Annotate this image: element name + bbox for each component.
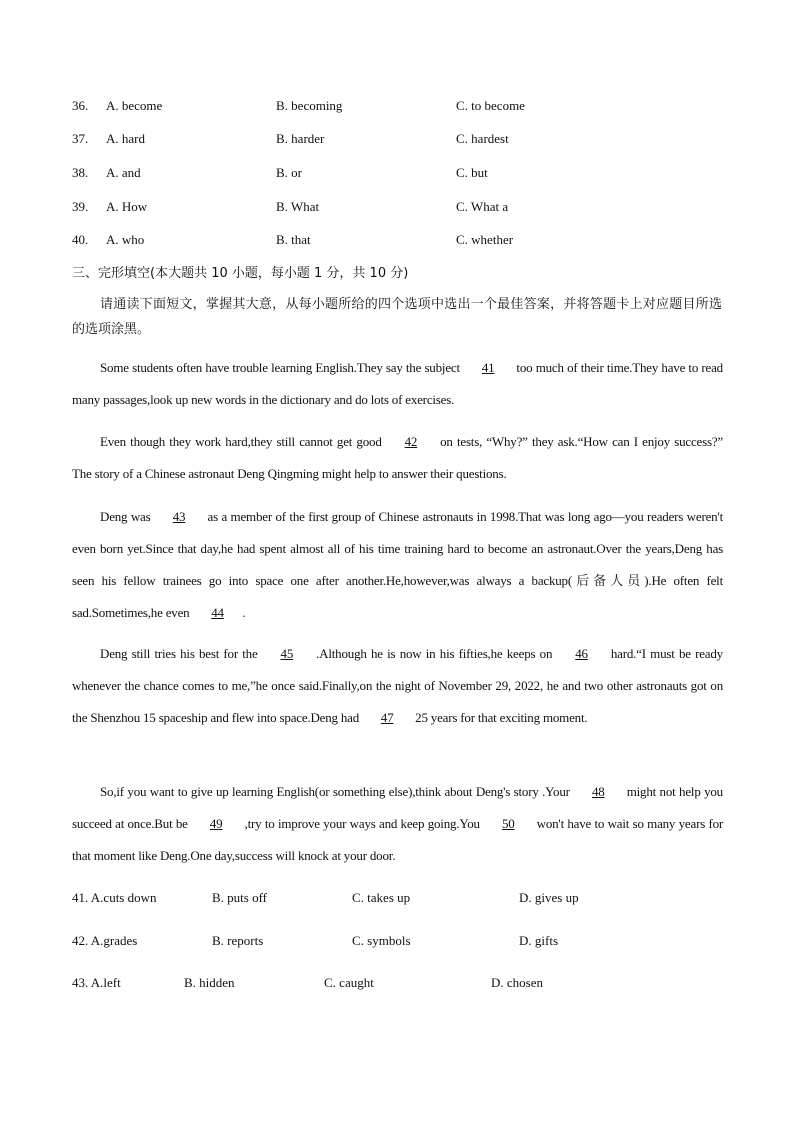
option-c: C. What a xyxy=(456,199,509,214)
option-d: D. gifts xyxy=(519,933,558,948)
option-b: B. What xyxy=(276,199,320,214)
passage-text: Deng still tries his best for the xyxy=(100,646,262,661)
option-b: B. puts off xyxy=(212,890,268,905)
blank-44: 44 xyxy=(211,605,224,620)
blank-47: 47 xyxy=(380,710,394,725)
option-b: B. harder xyxy=(276,131,325,146)
question-number: 36. xyxy=(72,98,89,113)
option-a: 43. A.left xyxy=(72,975,121,990)
question-number: 40. xyxy=(72,232,89,247)
passage-paragraph-4 xyxy=(72,638,723,734)
passage-text: ,try to improve your ways and keep going.You xyxy=(241,816,484,831)
blank-43: 43 xyxy=(172,509,186,524)
option-a: A. How xyxy=(106,199,148,214)
option-c: C. but xyxy=(456,165,488,180)
option-c: C. hardest xyxy=(456,131,509,146)
passage-paragraph-1 xyxy=(72,352,723,416)
option-d: D. chosen xyxy=(491,975,543,990)
option-d: D. gives up xyxy=(519,890,579,905)
blank-41: 41 xyxy=(481,360,495,375)
passage-paragraph-2 xyxy=(72,426,723,490)
passage-text: Deng was xyxy=(100,509,155,524)
passage-text: Some students often have trouble learning English.They say the subject xyxy=(100,360,464,375)
option-a: 42. A.grades xyxy=(72,933,138,948)
option-b: B. that xyxy=(276,232,311,247)
option-c: C. whether xyxy=(456,232,514,247)
passage-text: on tests, “Why?” they ask.“How can I enjoy success?” The story of a Chinese astronaut Deng Qingming might help to answer their questions. xyxy=(72,434,723,481)
option-b: B. or xyxy=(276,165,302,180)
blank-45: 45 xyxy=(280,646,294,661)
passage-text: too much of their time.They have to read many passages,look up new words in the dictionary and do lots of exercises. xyxy=(72,360,723,407)
blank-46: 46 xyxy=(575,646,588,661)
passage-text: So,if you want to give up learning English(or something else),think about Deng's story .Your xyxy=(100,784,574,799)
option-a: A. who xyxy=(106,232,145,247)
option-c: C. caught xyxy=(324,975,374,990)
option-a: A. and xyxy=(106,165,141,180)
option-c: C. symbols xyxy=(352,933,411,948)
blank-50: 50 xyxy=(501,816,515,831)
section-instruction: 请通读下面短文，掌握其大意，从每小题所给的四个选项中选出一个最佳答案，并将答题卡上对应题目所选的选项涂黑。 xyxy=(72,297,722,337)
passage-text: . xyxy=(242,605,246,620)
passage-text: Even though they work hard,they still cannot get good xyxy=(100,434,386,449)
option-c: C. to become xyxy=(456,98,525,113)
blank-42: 42 xyxy=(404,434,418,449)
passage-paragraph-5 xyxy=(72,776,723,872)
question-number: 39. xyxy=(72,199,89,214)
passage-text: might not help you succeed at once.But be xyxy=(72,784,723,831)
blank-49: 49 xyxy=(209,816,223,831)
question-number: 37. xyxy=(72,131,89,146)
passage-text: hard.“I must be ready whenever the chance comes to me,”he once said.Finally,on the night of November 29, 2022, he and two other astronauts got on the Shenzhou 15 spaceship and flew into space.Deng had xyxy=(72,646,723,725)
blank-48: 48 xyxy=(591,784,605,799)
option-b: B. hidden xyxy=(184,975,235,990)
passage-text: .Although he is now in his fifties,he keeps on xyxy=(311,646,557,661)
option-a: A. hard xyxy=(106,131,145,146)
option-a: 41. A.cuts down xyxy=(72,890,157,905)
section-title: 三、完形填空(本大题共 10 小题，每小题 1 分，共 10 分) xyxy=(72,266,409,281)
passage-text: as a member of the first group of Chinese astronauts in 1998.That was long ago—you readers weren't even born yet.Since that day,he had spent almost all of his time training hard to become an astronaut.Over the years,Deng has seen his fellow trainees go into space one after another.He,however,was always a backup(后备人员).He often felt sad.Sometimes,he even xyxy=(72,509,723,620)
passage-text: won't have to wait so many years for that moment like Deng.One day,success will knock at your door. xyxy=(72,816,724,863)
option-a: A. become xyxy=(106,98,163,113)
option-b: B. reports xyxy=(212,933,264,948)
option-b: B. becoming xyxy=(276,98,343,113)
passage-paragraph-3 xyxy=(72,501,723,629)
question-number: 38. xyxy=(72,165,89,180)
passage-text: 25 years for that exciting moment. xyxy=(412,710,588,725)
option-c: C. takes up xyxy=(352,890,411,905)
